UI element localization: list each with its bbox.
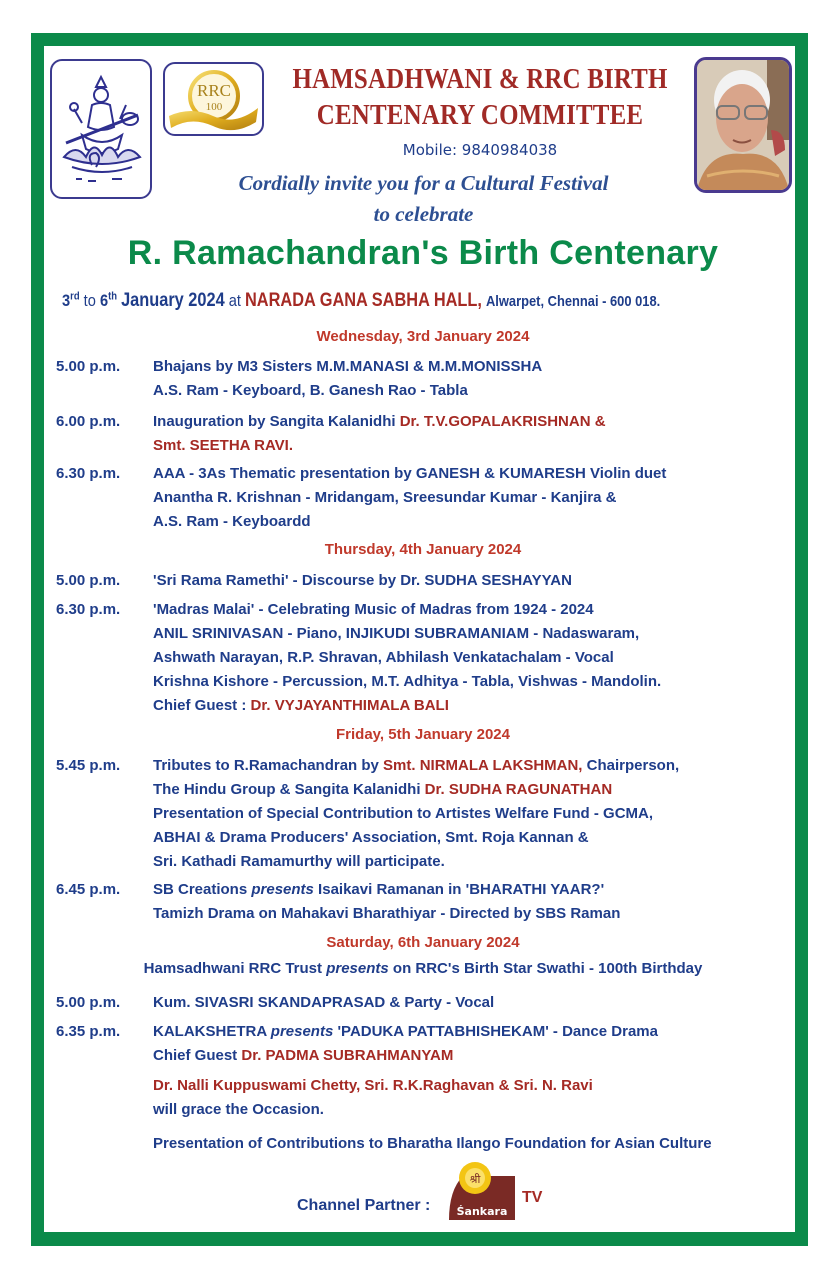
- chief-guest-label: Chief Guest :: [153, 697, 251, 714]
- chief-guest-name: Dr. PADMA SUBRAHMANYAM: [241, 1047, 454, 1064]
- item-text: Isaikavi Ramanan in 'BHARATHI YAAR?': [313, 881, 605, 898]
- to-word: to: [83, 291, 96, 310]
- item-time: 5.00 p.m.: [56, 572, 121, 589]
- item-time: 5.00 p.m.: [56, 994, 121, 1011]
- item-time: 6.30 p.m.: [56, 601, 121, 618]
- end-day-suffix: th: [108, 290, 118, 303]
- day-heading-saturday: Saturday, 6th January 2024: [326, 934, 520, 951]
- committee-title-line1: HAMSADHWANI & RRC BIRTH: [292, 63, 668, 95]
- item-line: [153, 1020, 658, 1044]
- event-dates-venue: [62, 290, 660, 312]
- item-text: 'PADUKA PATTABHISHEKAM' - Dance Drama: [333, 1023, 658, 1040]
- sankara-logo-icon: [449, 1162, 517, 1220]
- item-time: 5.00 p.m.: [56, 358, 121, 375]
- item-text: on RRC's Birth Star Swathi - 100th Birthday: [388, 960, 703, 977]
- end-day: 6: [99, 291, 109, 310]
- item-line: Krishna Kishore - Percussion, M.T. Adhitya - Tabla, Vishwas - Mandolin.: [153, 673, 662, 690]
- item-time: 6.45 p.m.: [56, 881, 121, 898]
- invite-line2: to celebrate: [373, 202, 474, 226]
- dignitaries-line: Dr. Nalli Kuppuswami Chetty, Sri. R.K.Raghavan & Sri. N. Ravi: [153, 1077, 593, 1094]
- item-line: A.S. Ram - Keyboardd: [153, 513, 311, 530]
- month-year: January 2024: [121, 290, 225, 311]
- item-text: KALAKSHETRA: [153, 1023, 271, 1040]
- item-line: [153, 778, 612, 802]
- item-text: Chairperson,: [582, 757, 680, 774]
- rrc-badge-icon: [165, 64, 262, 134]
- day-heading-thursday: Thursday, 4th January 2024: [324, 541, 522, 558]
- start-day-suffix: rd: [70, 290, 80, 303]
- sankara-tv-logo: [449, 1162, 517, 1220]
- item-line: Sri. Kathadi Ramamurthy will participate.: [153, 853, 445, 870]
- item-line: ABHAI & Drama Producers' Association, Smt. Roja Kannan &: [153, 829, 589, 846]
- item-text: The Hindu Group & Sangita Kalanidhi: [153, 781, 425, 798]
- svg-text:RRC: RRC: [196, 81, 232, 100]
- item-line: [153, 410, 606, 434]
- chief-guest-name: Dr. VYJAYANTHIMALA BALI: [250, 697, 449, 714]
- item-line: Bhajans by M3 Sisters M.M.MANASI & M.M.MONISSHA: [153, 358, 543, 375]
- item-line: will grace the Occasion.: [153, 1101, 324, 1118]
- mobile-number: Mobile: 9840984038: [402, 141, 558, 159]
- item-line: 'Madras Malai' - Celebrating Music of Madras from 1924 - 2024: [153, 601, 594, 618]
- chief-guest-label: Chief Guest: [153, 1047, 242, 1064]
- item-time: 5.45 p.m.: [56, 757, 121, 774]
- chief-guest-line: [153, 694, 449, 718]
- item-line: Kum. SIVASRI SKANDAPRASAD & Party - Vocal: [153, 994, 495, 1011]
- svg-text:100: 100: [205, 101, 223, 113]
- sankara-script: श्री: [469, 1173, 481, 1186]
- sankara-tv-text: TV: [522, 1189, 543, 1206]
- item-line: [153, 754, 679, 778]
- at-word: at: [228, 291, 241, 310]
- item-text-italic: presents: [270, 1023, 334, 1040]
- item-line: Tamizh Drama on Mahakavi Bharathiyar - Directed by SBS Raman: [153, 905, 621, 922]
- item-text: Hamsadhwani RRC Trust: [143, 960, 327, 977]
- guest-name: Dr. T.V.GOPALAKRISHNAN &: [399, 413, 606, 430]
- invite-line1: Cordially invite you for a Cultural Festival: [238, 171, 609, 195]
- day-heading-wednesday: Wednesday, 3rd January 2024: [316, 328, 530, 345]
- channel-partner-label: Channel Partner :: [297, 1197, 431, 1214]
- item-time: 6.30 p.m.: [56, 465, 121, 482]
- day-heading-friday: Friday, 5th January 2024: [336, 726, 510, 743]
- presentation-line: Presentation of Contributions to Bharatha Ilango Foundation for Asian Culture: [153, 1135, 712, 1152]
- event-title: R. Ramachandran's Birth Centenary: [127, 234, 719, 272]
- item-line: 'Sri Rama Ramethi' - Discourse by Dr. SUDHA SESHAYYAN: [153, 572, 572, 589]
- item-text: Inauguration by Sangita Kalanidhi: [153, 413, 400, 430]
- item-text: SB Creations: [153, 881, 252, 898]
- item-line: Presentation of Special Contribution to Artistes Welfare Fund - GCMA,: [153, 805, 654, 822]
- venue-place: Alwarpet, Chennai - 600 018.: [485, 293, 661, 310]
- guest-name: Dr. SUDHA RAGUNATHAN: [424, 781, 613, 798]
- item-line: ANIL SRINIVASAN - Piano, INJIKUDI SUBRAMANIAM - Nadaswaram,: [153, 625, 640, 642]
- item-text: Tributes to R.Ramachandran by: [153, 757, 384, 774]
- item-text-italic: presents: [326, 960, 389, 977]
- item-line: A.S. Ram - Keyboard, B. Ganesh Rao - Tabla: [153, 382, 468, 399]
- committee-title-line2: CENTENARY COMMITTEE: [316, 99, 644, 131]
- chief-guest-line: [153, 1044, 453, 1068]
- item-time: 6.35 p.m.: [56, 1023, 121, 1040]
- item-line: Ashwath Narayan, R.P. Shravan, Abhilash Venkatachalam - Vocal: [153, 649, 614, 666]
- venue-name: NARADA GANA SABHA HALL,: [245, 290, 482, 311]
- item-text-italic: presents: [251, 881, 314, 898]
- guest-name: Smt. NIRMALA LAKSHMAN,: [383, 757, 583, 774]
- saturday-subheading: [0, 957, 840, 981]
- start-day: 3: [62, 291, 71, 310]
- guest-name: Smt. SEETHA RAVI.: [153, 437, 294, 454]
- sankara-text: Śankara: [456, 1205, 508, 1218]
- item-line: [153, 878, 604, 902]
- item-line: AAA - 3As Thematic presentation by GANESH & KUMARESH Violin duet: [153, 465, 667, 482]
- rrc-100-logo: [163, 62, 264, 136]
- item-time: 6.00 p.m.: [56, 413, 121, 430]
- item-line: Anantha R. Krishnan - Mridangam, Sreesundar Kumar - Kanjira &: [153, 489, 617, 506]
